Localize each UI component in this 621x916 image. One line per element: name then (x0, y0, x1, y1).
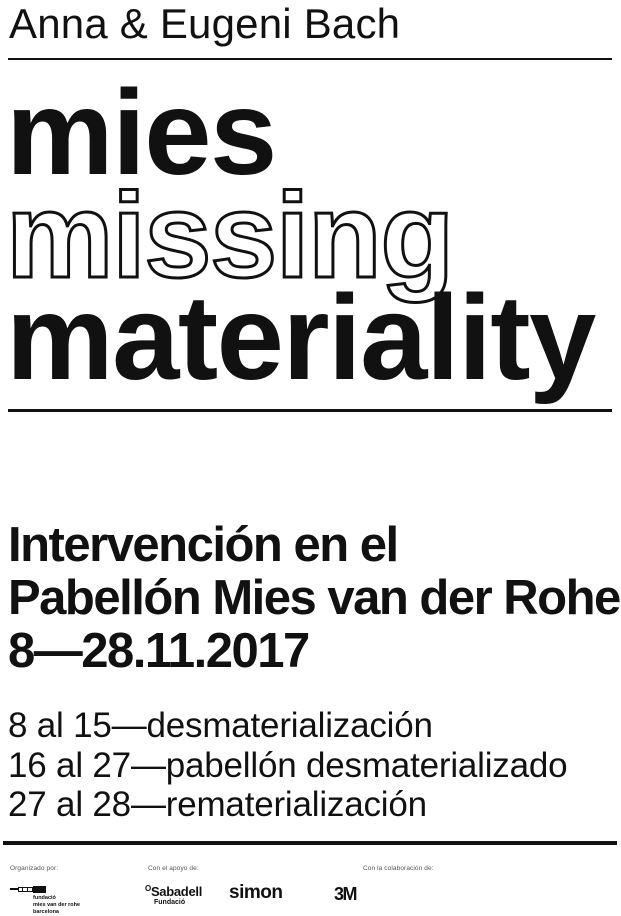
simon-logo: simon (229, 882, 283, 903)
sabadell-logo (145, 882, 202, 907)
divider-title (8, 409, 612, 412)
collaboration-label: Con la colaboración de: (363, 865, 434, 872)
subtitle-line-2: Pabellón Mies van der Rohe (8, 571, 620, 625)
support-label: Con el apoyo de: (148, 865, 199, 872)
logo-bar-line (10, 888, 18, 890)
title-line-materiality: materiality (6, 269, 595, 405)
exhibition-dates: 8—28.11.2017 (8, 624, 309, 678)
logo-bar-block (33, 886, 46, 893)
sabadell-circle-icon: O (145, 884, 151, 893)
logo-text-line-1: fundació (33, 895, 56, 901)
schedule-item-2: 16 al 27—pabellón desmaterializado (8, 745, 568, 785)
threeM-logo: 3M (334, 884, 357, 904)
schedule-item-3: 27 al 28—rematerialización (8, 785, 427, 824)
subtitle-line-1: Intervención en el (8, 518, 398, 572)
title-line-mies: mies (6, 64, 276, 200)
schedule-item-1: 8 al 15—desmaterialización (8, 706, 433, 745)
fundacio-mies-logo-mark-icon (10, 885, 80, 893)
logo-text-line-2: mies van der rohe (33, 902, 81, 908)
sabadell-wordmark (145, 882, 202, 899)
organizer-label: Organizado por: (10, 865, 59, 872)
title-line-missing: missing (6, 167, 453, 303)
sabadell-name: Sabadell (150, 884, 203, 899)
sabadell-fundacio-label: Fundació (154, 899, 186, 906)
fundacio-mies-logo-text (33, 895, 80, 916)
subtitle-block (8, 519, 620, 678)
divider-footer (3, 841, 617, 845)
fundacio-mies-logo (10, 885, 80, 916)
authors-name: Anna & Eugeni Bach (9, 0, 401, 47)
divider-header (8, 58, 612, 60)
logo-text-line-3: barcelona (33, 909, 59, 915)
schedule-list (8, 706, 567, 825)
